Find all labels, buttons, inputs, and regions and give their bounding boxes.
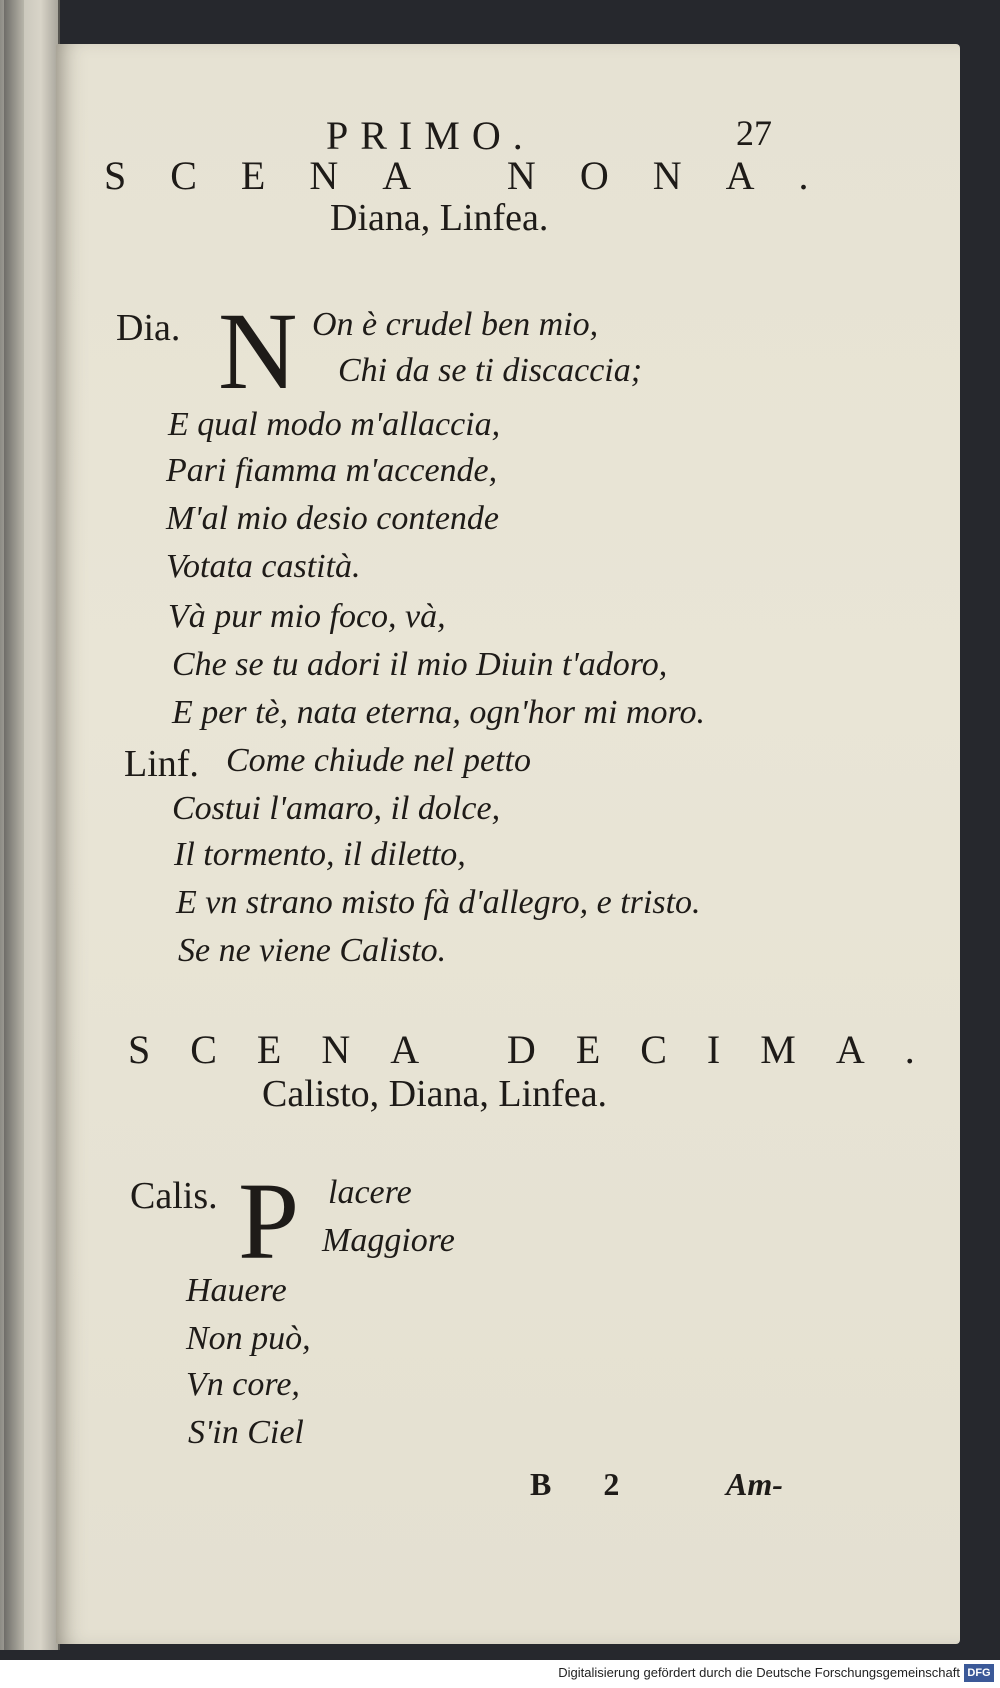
speaker-calis: Calis. [130, 1175, 218, 1217]
signature-mark: B 2 [530, 1466, 642, 1502]
verse-line: Pari fiamma m'accende, [166, 452, 498, 489]
verse-line: Và pur mio foco, và, [168, 598, 446, 635]
dropcap-p: P [238, 1160, 300, 1282]
adjacent-page-edge [0, 0, 60, 1650]
scene-cast-nona: Diana, Linfea. [330, 197, 549, 239]
verse-line: Vn core, [186, 1366, 300, 1403]
catchword: Am- [726, 1466, 783, 1502]
verse-line: On è crudel ben mio, [312, 306, 599, 343]
verse-line: Costui l'amaro, il dolce, [172, 790, 501, 827]
running-head: PRIMO. [326, 113, 535, 158]
dfg-logo-icon: DFG [964, 1664, 994, 1682]
page-stack-edge [4, 0, 24, 1650]
verse-line: Maggiore [322, 1222, 455, 1259]
scene-cast-decima: Calisto, Diana, Linfea. [262, 1073, 608, 1115]
speaker-linf: Linf. [124, 743, 199, 785]
verse-line: S'in Ciel [188, 1414, 304, 1451]
page-number: 27 [736, 113, 772, 153]
verse-line: E vn strano misto fà d'allegro, e tristo. [176, 884, 701, 921]
verse-line: M'al mio desio contende [166, 500, 500, 537]
verse-line: Hauere [186, 1272, 287, 1309]
credit-text: Digitalisierung gefördert durch die Deutsche Forschungsgemeinschaft [558, 1665, 960, 1680]
dropcap-n: N [218, 290, 298, 412]
credit-bar [0, 1660, 1000, 1688]
verse-line: E per tè, nata eterna, ogn'hor mi moro. [172, 694, 705, 731]
speaker-dia: Dia. [116, 307, 181, 349]
verse-line: lacere [328, 1174, 412, 1211]
verse-line: Che se tu adori il mio Diuin t'adoro, [172, 646, 668, 683]
verse-line: E qual modo m'allaccia, [168, 406, 501, 443]
verse-line: Non può, [186, 1320, 311, 1357]
verse-line: Chi da se ti discaccia; [338, 352, 643, 389]
scene-title-decima: SCENA DECIMA. [128, 1027, 955, 1072]
verse-line: Come chiude nel petto [226, 742, 531, 779]
scene-title-nona: SCENA NONA. [104, 153, 853, 198]
verse-line: Il tormento, il diletto, [174, 836, 466, 873]
verse-line: Votata castità. [166, 548, 361, 585]
verse-line: Se ne viene Calisto. [178, 932, 447, 969]
